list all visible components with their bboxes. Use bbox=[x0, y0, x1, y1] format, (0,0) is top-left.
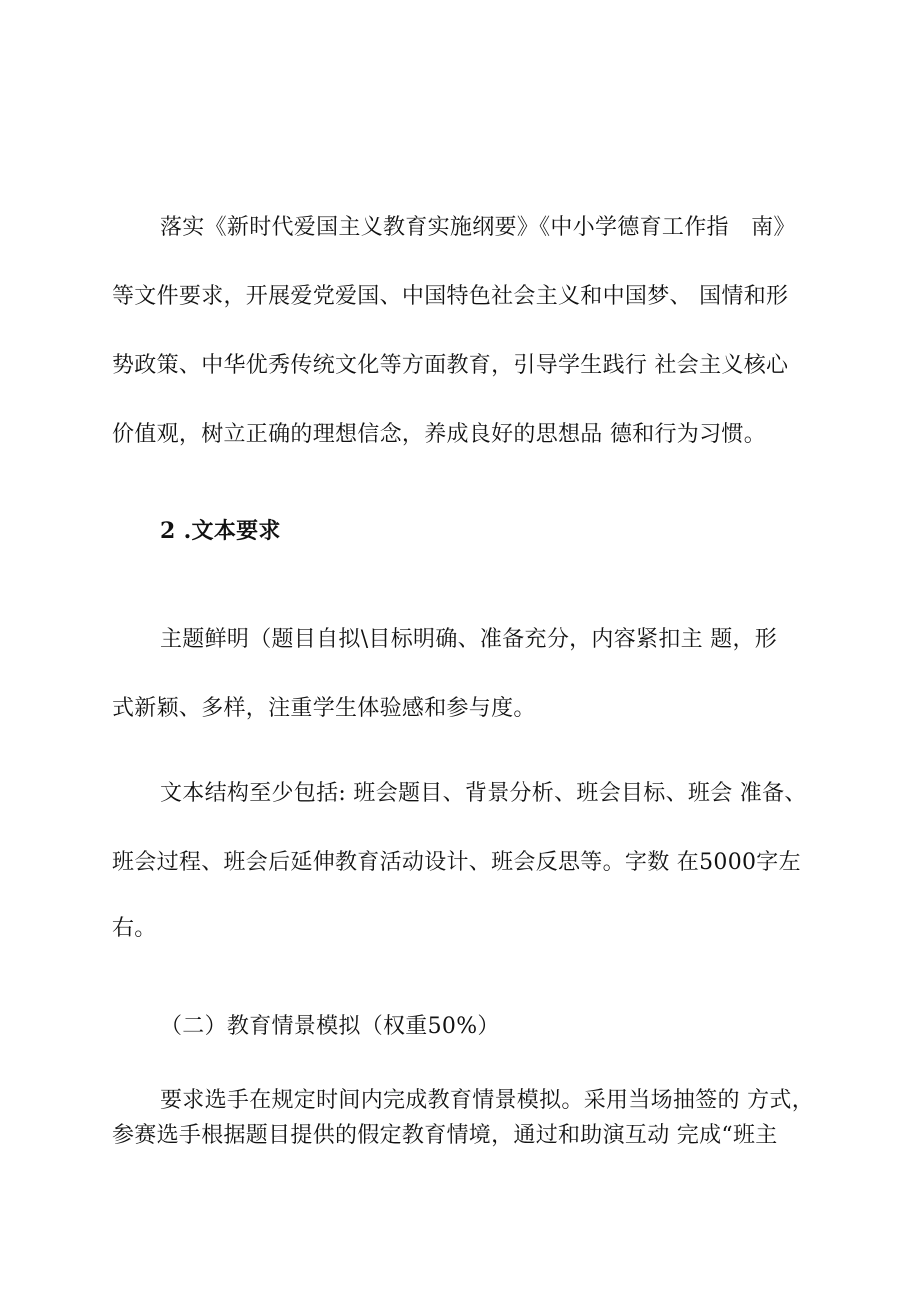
paragraph-1-line-3: 势政策、中华优秀传统文化等方面教育，引导学生践行 社会主义核心 bbox=[112, 353, 789, 378]
paragraph-3-line-3: 右。 bbox=[112, 916, 157, 941]
section-b-heading: （二）教育情景模拟（权重50%） bbox=[160, 1014, 500, 1039]
paragraph-3-line-1: 文本结构至少包括: 班会题目、背景分析、班会目标、班会 准备、 bbox=[160, 781, 807, 806]
section-2-heading: 2 .文本要求 bbox=[160, 518, 281, 544]
paragraph-3-line-2: 班会过程、班会后延伸教育活动设计、班会反思等。字数 在5000字左 bbox=[112, 850, 801, 875]
paragraph-1-line-1: 落实《新时代爱国主义教育实施纲要》《中小学德育工作指 南》 bbox=[160, 215, 796, 240]
paragraph-2-line-2: 式新颖、多样，注重学生体验感和参与度。 bbox=[112, 696, 536, 721]
paragraph-4-line-2: 参赛选手根据题目提供的假定教育情境，通过和助演互动 完成“班主 bbox=[112, 1123, 778, 1148]
paragraph-2-line-1: 主题鲜明（题目自拟\目标明确、准备充分，内容紧扣主 题，形 bbox=[160, 627, 778, 652]
paragraph-4-line-1: 要求选手在规定时间内完成教育情景模拟。采用当场抽签的 方式， bbox=[160, 1088, 814, 1113]
paragraph-1-line-2: 等文件要求，开展爱党爱国、中国特色社会主义和中国梦、 国情和形 bbox=[112, 284, 789, 309]
paragraph-1-line-4: 价值观，树立正确的理想信念，养成良好的思想品 德和行为习惯。 bbox=[112, 422, 766, 447]
